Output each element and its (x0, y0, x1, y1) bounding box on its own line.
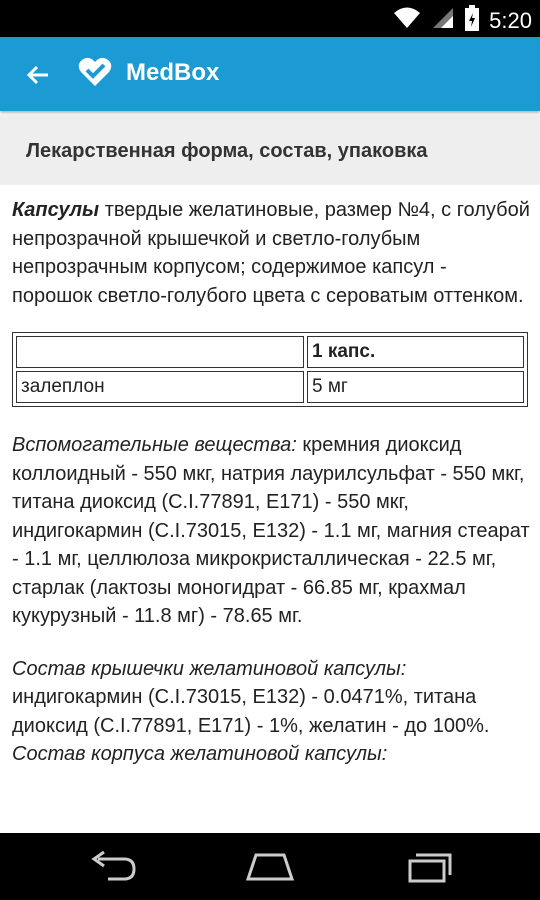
battery-icon (465, 5, 479, 36)
cap-paragraph (12, 655, 530, 769)
intro-paragraph (12, 196, 530, 310)
body-label: Состав корпуса желатиновой капсулы: (12, 743, 388, 765)
intro-bold: Капсулы (12, 199, 100, 221)
status-time: 5:20 (489, 7, 532, 33)
signal-icon (431, 6, 455, 35)
excipients-text: кремния диоксид коллоидный - 550 мкг, натрия лаурилсульфат - 550 мкг, титана диоксид (C.I.77891, E171) - 550 мкг, индигокармин (C.I.73015, E132) - 1.1 мг, магния стеарат - 1.1 мг, целлюлоза микрокристаллическая - 22.5 мг, старлак (лактозы моногидрат - 66.85 мг, крахмал кукурузный - 11.8 мг) - 78.65 мг. (12, 434, 530, 627)
article-content (12, 196, 530, 769)
section-title: Лекарственная форма, состав, упаковка (26, 140, 428, 162)
app-title: MedBox (126, 59, 220, 86)
table-cell: 5 мг (307, 371, 524, 403)
cap-text: индигокармин (C.I.73015, E132) - 0.0471%, титана диоксид (C.I.77891, E171) - 1%, желатин - до 100%. (12, 686, 490, 737)
excipients-label: Вспомогательные вещества: (12, 434, 297, 456)
table-row (16, 371, 524, 403)
table-header-cell (16, 336, 304, 368)
composition-table (12, 332, 528, 407)
heart-check-icon (78, 56, 112, 88)
excipients-paragraph (12, 431, 530, 631)
section-header (0, 115, 540, 185)
arrow-left-icon[interactable] (22, 59, 54, 91)
cap-label: Состав крышечки желатиновой капсулы: (12, 657, 407, 680)
back-nav-icon[interactable] (84, 849, 140, 885)
status-bar (0, 0, 540, 37)
table-cell: залеплон (16, 371, 304, 403)
wifi-icon (393, 6, 421, 35)
home-nav-icon[interactable] (242, 849, 298, 885)
table-row (16, 336, 524, 368)
intro-text: твердые желатиновые, размер №4, с голубой непрозрачной крышечкой и светло-голубым непрозрачным корпусом; содержимое капсул - порошок светло-голубого цвета с сероватым оттенком. (12, 199, 530, 307)
table-header-cell: 1 капс. (307, 336, 524, 368)
app-bar (0, 37, 540, 111)
navigation-bar (0, 833, 540, 900)
recents-nav-icon[interactable] (402, 849, 458, 885)
